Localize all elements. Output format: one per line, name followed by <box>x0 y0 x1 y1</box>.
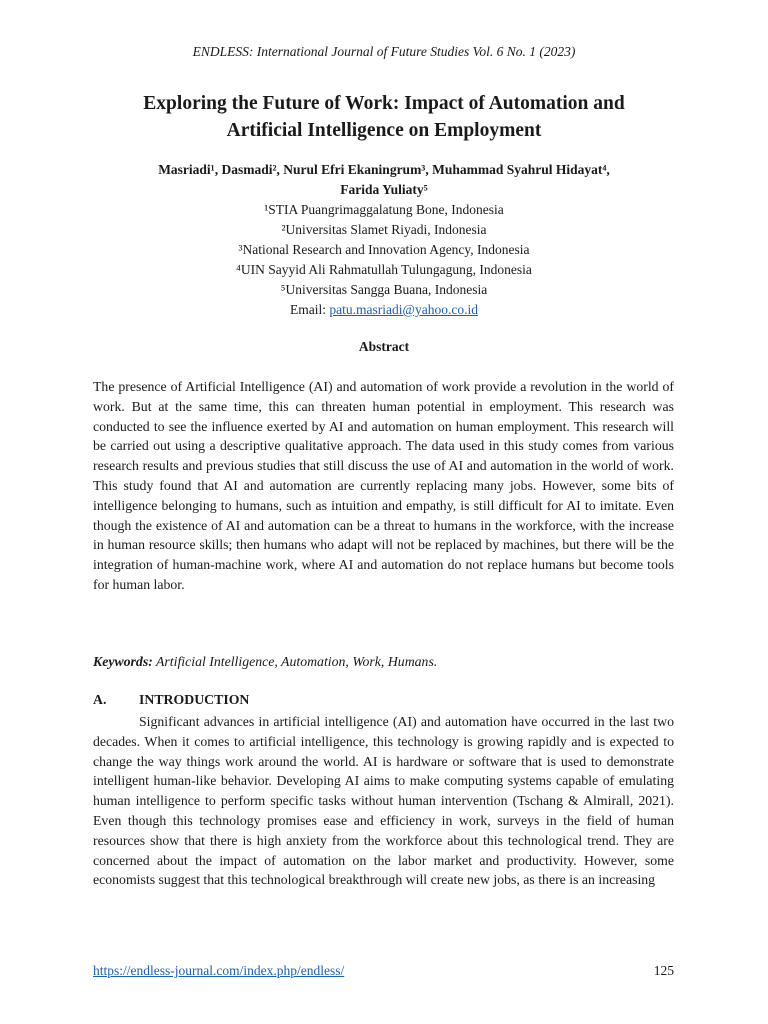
page-number: 125 <box>653 963 674 978</box>
email-line <box>60 300 708 320</box>
affiliation-2: ²Universitas Slamet Riyadi, Indonesia <box>281 222 487 237</box>
introduction-text: Significant advances in artificial intelligence (AI) and automation have occurred in the last two decades. When it comes to artificial intelligence, this technology is growing rapidly and is expected to change the way things work around the world. AI is hardware or software that is used to demonstrate intelligent human-like behavior. Developing AI aims to make computing systems capable of emulating human intelligence to perform specific tasks without human intervention (Tschang & Almirall, 2021). Even though this technology promises ease and efficiency in work, surveys in the field of human resources show that there is high anxiety from the workforce about this technological trend. They are concerned about the impact of automation on the labor market and productivity. However, some economists suggest that this technological breakthrough will create new jobs, as there is an increasing <box>93 714 674 888</box>
affiliation-1: ¹STIA Puangrimaggalatung Bone, Indonesia <box>264 202 504 217</box>
abstract-heading: Abstract <box>358 339 410 354</box>
affiliations <box>60 200 708 320</box>
abstract-text: The presence of Artificial Intelligence (AI) and automation of work provide a revolution in the world of work. But at the same time, this can threaten human potential in employment. This research was conducted to see the influence exerted by AI and automation on human employment. This research will be carried out using a descriptive qualitative approach. The data used in this study comes from various research results and previous studies that still discuss the use of AI and automation in the world of work. This study found that AI and automation are currently replacing many jobs. However, some bits of intelligence belonging to humans, such as intuition and empathy, is still difficult for AI to imitate. Even though the existence of AI and automation can be a threat to humans in the workforce, with the increase in human resource skills; then humans who adapt will not be replaced by machines, but there will be the integration of human-machine work, where AI and automation do not replace humans but become tools for human labor. <box>93 379 674 592</box>
email-link[interactable]: patu.masriadi@yahoo.co.id <box>329 302 478 317</box>
section-letter: A. <box>93 692 107 707</box>
authors-line-2: Farida Yuliaty⁵ <box>340 182 428 197</box>
author-list <box>60 160 708 200</box>
title-line-1: Exploring the Future of Work: Impact of Automation and <box>143 93 625 114</box>
paper-title <box>60 90 708 144</box>
journal-header: ENDLESS: International Journal of Future Studies Vol. 6 No. 1 (2023) <box>192 44 576 59</box>
title-line-2: Artificial Intelligence on Employment <box>226 120 542 141</box>
keywords-line <box>93 654 674 670</box>
section-heading-introduction <box>93 692 674 708</box>
footer-url-link[interactable]: https://endless-journal.com/index.php/endless/ <box>93 963 345 978</box>
keywords-label: Keywords: <box>93 654 153 669</box>
email-label: Email: <box>290 302 330 317</box>
affiliation-4: ⁴UIN Sayyid Ali Rahmatullah Tulungagung, Indonesia <box>236 262 532 277</box>
keywords-text: Artificial Intelligence, Automation, Work, Humans. <box>152 654 438 669</box>
affiliation-3: ³National Research and Innovation Agency, Indonesia <box>238 242 530 257</box>
affiliation-5: ⁵Universitas Sangga Buana, Indonesia <box>280 282 488 297</box>
authors-line-1: Masriadi¹, Dasmadi², Nurul Efri Ekaningrum³, Muhammad Syahrul Hidayat⁴, <box>158 162 610 177</box>
section-title: INTRODUCTION <box>139 692 250 707</box>
